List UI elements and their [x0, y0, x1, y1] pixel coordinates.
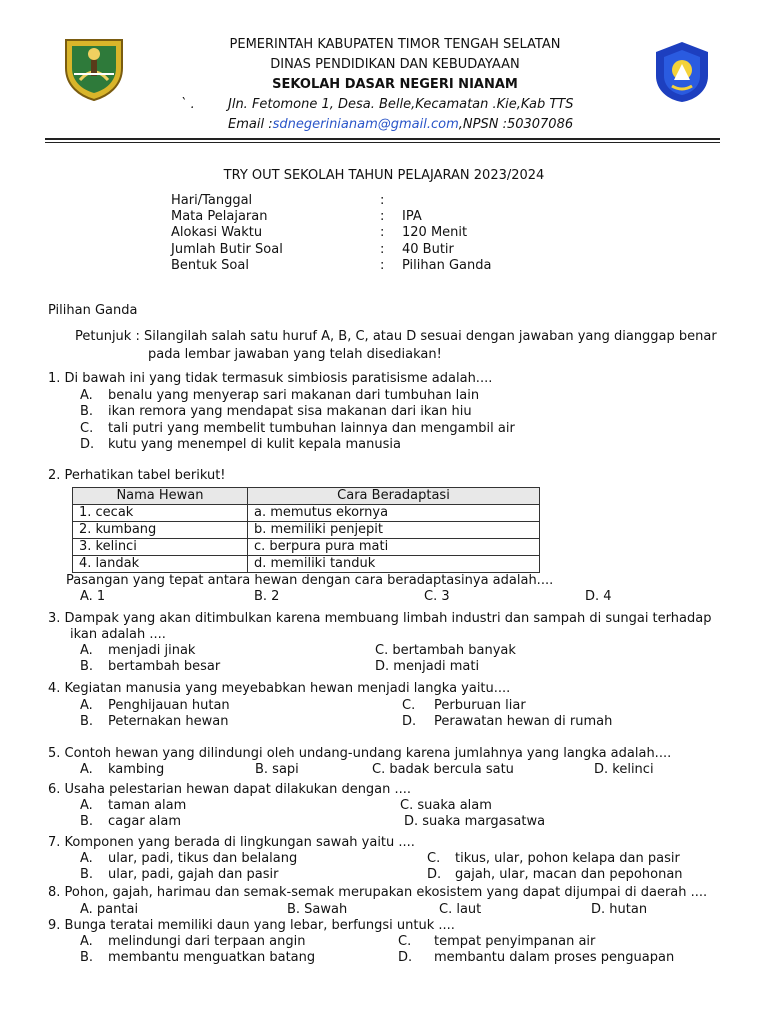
school-name: SEKOLAH DASAR NEGERI NIANAM — [272, 77, 518, 92]
question-7: 7. Komponen yang berada di lingkungan sawah yaitu .... — [48, 835, 415, 850]
table-cell: 3. kelinci — [73, 539, 248, 556]
table-cell: 2. kumbang — [73, 522, 248, 539]
q4-option-b: Peternakan hewan — [108, 714, 229, 729]
table-cell: b. memiliki penjepit — [248, 522, 540, 539]
question-4: 4. Kegiatan manusia yang meyebabkan hewan menjadi langka yaitu.... — [48, 681, 511, 696]
info-label-type: Bentuk Soal — [171, 258, 249, 273]
email-label: Email : — [228, 117, 273, 132]
q7-option-key: D. — [427, 867, 442, 882]
info-label-time: Alokasi Waktu — [171, 225, 263, 240]
q1-option-key: B. — [80, 404, 94, 419]
q9-option-key: A. — [80, 934, 93, 949]
q9-option-key: C. — [398, 934, 412, 949]
table-row — [73, 505, 540, 522]
q4-option-key: C. — [402, 698, 416, 713]
header-divider-thin — [45, 142, 720, 143]
q5-option-d: D. kelinci — [594, 762, 654, 777]
section-title: Pilihan Ganda — [48, 303, 138, 318]
q1-option-key: D. — [80, 437, 95, 452]
exam-title: TRY OUT SEKOLAH TAHUN PELAJARAN 2023/2024 — [223, 168, 545, 183]
header-line-2: DINAS PENDIDIKAN DAN KEBUDAYAAN — [270, 57, 520, 72]
q5-option-key: A. — [80, 762, 93, 777]
q9-option-a: melindungi dari terpaan angin — [108, 934, 306, 949]
q9-option-d: membantu dalam proses penguapan — [434, 950, 675, 965]
q7-option-key: B. — [80, 867, 94, 882]
q9-option-c: tempat penyimpanan air — [434, 934, 596, 949]
info-label-date: Hari/Tanggal — [171, 193, 253, 208]
q8-option-c: C. laut — [439, 902, 482, 917]
q1-option-d: kutu yang menempel di kulit kepala manusia — [108, 437, 401, 452]
table-cell: 1. cecak — [73, 505, 248, 522]
q7-option-key: C. — [427, 851, 441, 866]
npsn: ,NPSN :50307086 — [458, 117, 574, 132]
info-value-type: Pilihan Ganda — [402, 258, 492, 273]
q9-option-b: membantu menguatkan batang — [108, 950, 316, 965]
q2-option-c: C. 3 — [424, 589, 450, 604]
q1-option-a: benalu yang menyerap sari makanan dari tumbuhan lain — [108, 388, 480, 403]
q2-option-b: B. 2 — [254, 589, 280, 604]
address-mark: ` . — [180, 97, 195, 112]
info-value-count: 40 Butir — [402, 242, 454, 257]
info-sep: : — [380, 225, 385, 240]
table-row — [73, 522, 540, 539]
info-label-subject: Mata Pelajaran — [171, 209, 268, 224]
instructions-line-2: pada lembar jawaban yang telah disediakan! — [148, 347, 442, 362]
header-divider — [45, 138, 720, 140]
header-line-1: PEMERINTAH KABUPATEN TIMOR TENGAH SELATAN — [229, 37, 561, 52]
question-5: 5. Contoh hewan yang dilindungi oleh undang-undang karena jumlahnya yang langka adalah.... — [48, 746, 672, 761]
info-sep: : — [380, 258, 385, 273]
q6-option-d: D. suaka margasatwa — [404, 814, 546, 829]
q2-option-d: D. 4 — [585, 589, 612, 604]
table-cell: 4. landak — [73, 556, 248, 573]
info-sep: : — [380, 209, 385, 224]
q4-option-key: A. — [80, 698, 93, 713]
tut-wuri-handayani-logo — [650, 40, 714, 104]
question-8: 8. Pohon, gajah, harimau dan semak-semak merupakan ekosistem yang dapat dijumpai di daerah .... — [48, 885, 708, 900]
question-3-cont: ikan adalah .... — [70, 627, 166, 642]
adaptation-table — [72, 487, 540, 573]
q8-option-d: D. hutan — [591, 902, 648, 917]
table-header-row — [73, 488, 540, 505]
question-2: 2. Perhatikan tabel berikut! — [48, 468, 226, 483]
q9-option-key: B. — [80, 950, 94, 965]
q9-option-key: D. — [398, 950, 413, 965]
table-cell: a. memutus ekornya — [248, 505, 540, 522]
table-row — [73, 539, 540, 556]
q4-option-key: B. — [80, 714, 94, 729]
q1-option-c: tali putri yang membelit tumbuhan lainnya dan mengambil air — [108, 421, 515, 436]
q7-option-key: A. — [80, 851, 93, 866]
q7-option-a: ular, padi, tikus dan belalang — [108, 851, 298, 866]
question-6: 6. Usaha pelestarian hewan dapat dilakukan dengan .... — [48, 782, 412, 797]
q3-option-d: D. menjadi mati — [375, 659, 480, 674]
q1-option-b: ikan remora yang mendapat sisa makanan dari ikan hiu — [108, 404, 472, 419]
table-cell: d. memiliki tanduk — [248, 556, 540, 573]
question-1: 1. Di bawah ini yang tidak termasuk simbiosis paratisisme adalah.... — [48, 371, 493, 386]
q1-option-key: A. — [80, 388, 93, 403]
table-header: Cara Beradaptasi — [248, 488, 540, 505]
q6-option-key: A. — [80, 798, 93, 813]
q6-option-key: B. — [80, 814, 94, 829]
q1-option-key: C. — [80, 421, 94, 436]
q5-option-c: C. badak bercula satu — [372, 762, 514, 777]
q4-option-a: Penghijauan hutan — [108, 698, 230, 713]
q6-option-c: C. suaka alam — [400, 798, 492, 813]
question-9: 9. Bunga teratai memiliki daun yang lebar, berfungsi untuk .... — [48, 918, 455, 933]
q2-option-a: A. 1 — [80, 589, 106, 604]
q5-option-b: B. sapi — [255, 762, 299, 777]
q2-question: Pasangan yang tepat antara hewan dengan cara beradaptasinya adalah.... — [66, 573, 554, 588]
contact-line — [228, 117, 573, 132]
q3-option-b: bertambah besar — [108, 659, 221, 674]
info-value-subject: IPA — [402, 209, 422, 224]
q5-option-a: kambing — [108, 762, 165, 777]
q7-option-c: tikus, ular, pohon kelapa dan pasir — [455, 851, 680, 866]
district-crest-logo — [60, 34, 128, 102]
email-link[interactable]: sdnegerinianam@gmail.com — [272, 117, 459, 132]
q7-option-b: ular, padi, gajah dan pasir — [108, 867, 279, 882]
info-sep: : — [380, 242, 385, 257]
q8-option-a: A. pantai — [80, 902, 139, 917]
q6-option-b: cagar alam — [108, 814, 182, 829]
q8-option-b: B. Sawah — [287, 902, 348, 917]
q6-option-a: taman alam — [108, 798, 187, 813]
instructions-line-1: Petunjuk : Silangilah salah satu huruf A, B, C, atau D sesuai dengan jawaban yang dianggap benar — [75, 329, 717, 344]
info-sep: : — [380, 193, 385, 208]
q7-option-d: gajah, ular, macan dan pepohonan — [455, 867, 683, 882]
q3-option-key: A. — [80, 643, 93, 658]
question-3: 3. Dampak yang akan ditimbulkan karena membuang limbah industri dan sampah di sungai terhadap — [48, 611, 712, 626]
school-address: Jln. Fetomone 1, Desa. Belle,Kecamatan .Kie,Kab TTS — [228, 97, 574, 112]
q4-option-d: Perawatan hewan di rumah — [434, 714, 613, 729]
table-row — [73, 556, 540, 573]
table-cell: c. berpura pura mati — [248, 539, 540, 556]
table-header: Nama Hewan — [73, 488, 248, 505]
q4-option-c: Perburuan liar — [434, 698, 526, 713]
q3-option-a: menjadi jinak — [108, 643, 196, 658]
q3-option-c: C. bertambah banyak — [375, 643, 516, 658]
info-value-time: 120 Menit — [402, 225, 468, 240]
q3-option-key: B. — [80, 659, 94, 674]
info-label-count: Jumlah Butir Soal — [171, 242, 283, 257]
q4-option-key: D. — [402, 714, 417, 729]
